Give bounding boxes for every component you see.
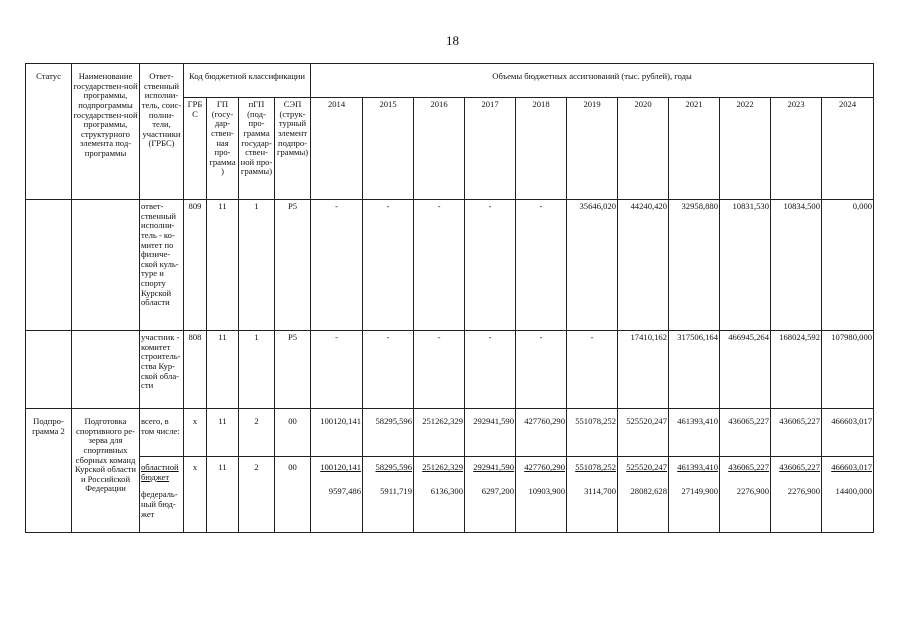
value-cell: 10834,500 bbox=[771, 200, 822, 331]
regional-value: 292941,590 bbox=[473, 462, 515, 472]
total-label: всего, в том числе: bbox=[140, 409, 184, 457]
regional-value: 436065,227 bbox=[779, 462, 821, 472]
gp-cell: 11 bbox=[207, 409, 239, 457]
value-cell: 436065,227 bbox=[771, 409, 822, 457]
value-cell: 551078,252 bbox=[567, 409, 618, 457]
header-year: 2017 bbox=[465, 98, 516, 200]
value-cell bbox=[720, 457, 771, 533]
regional-value: 58295,596 bbox=[375, 462, 413, 472]
pgp-cell: 2 bbox=[239, 457, 275, 533]
value-cell bbox=[669, 457, 720, 533]
value-cell: - bbox=[567, 331, 618, 409]
value-cell: 17410,162 bbox=[618, 331, 669, 409]
federal-value: 27149,900 bbox=[681, 485, 719, 496]
header-year: 2024 bbox=[822, 98, 874, 200]
regional-value: 427760,290 bbox=[524, 462, 566, 472]
grbs-cell: х bbox=[184, 457, 207, 533]
value-cell: 427760,290 bbox=[516, 409, 567, 457]
header-row-1 bbox=[26, 64, 874, 98]
value-cell: 466945,264 bbox=[720, 331, 771, 409]
value-cell bbox=[516, 457, 567, 533]
grbs-cell: 809 bbox=[184, 200, 207, 331]
federal-value: 2276,900 bbox=[787, 485, 821, 496]
value-cell bbox=[822, 457, 874, 533]
regional-value: 251262,329 bbox=[422, 462, 464, 472]
pgp-cell: 1 bbox=[239, 200, 275, 331]
header-pgp: пГП (под-про-грамма государ-ствен-ной про-граммы) bbox=[239, 98, 275, 200]
regional-value: 525520,247 bbox=[626, 462, 668, 472]
regional-value: 100120,141 bbox=[320, 462, 362, 472]
sep-cell: Р5 bbox=[275, 331, 311, 409]
value-cell: 436065,227 bbox=[720, 409, 771, 457]
status-cell bbox=[26, 200, 72, 331]
header-volumes: Объемы бюджетных ассигнований (тыс. рублей), годы bbox=[311, 64, 874, 98]
header-year: 2014 bbox=[311, 98, 363, 200]
gp-cell: 11 bbox=[207, 457, 239, 533]
value-cell bbox=[311, 457, 363, 533]
regional-value: 461393,410 bbox=[677, 462, 719, 472]
federal-value: 5911,719 bbox=[380, 485, 413, 496]
table-row bbox=[26, 409, 874, 457]
value-cell bbox=[567, 457, 618, 533]
grbs-cell: 808 bbox=[184, 331, 207, 409]
header-year: 2021 bbox=[669, 98, 720, 200]
regional-value: 551078,252 bbox=[575, 462, 617, 472]
regional-value: 436065,227 bbox=[728, 462, 770, 472]
table-row bbox=[26, 200, 874, 331]
header-status: Статус bbox=[26, 64, 72, 200]
value-cell: 317506,164 bbox=[669, 331, 720, 409]
header-year: 2015 bbox=[363, 98, 414, 200]
pgp-cell: 1 bbox=[239, 331, 275, 409]
header-name: Наименование государствен-ной программы, подпрограммы государствен-ной программы, структурного элемента под-программы bbox=[72, 64, 140, 200]
name-cell bbox=[72, 200, 140, 331]
regional-budget-label: областной бюджет bbox=[141, 462, 179, 482]
value-cell: - bbox=[414, 331, 465, 409]
federal-value: 6297,200 bbox=[481, 485, 515, 496]
federal-budget-label: федераль-ный бюд-жет bbox=[141, 489, 178, 519]
value-cell: - bbox=[311, 331, 363, 409]
value-cell: 10831,530 bbox=[720, 200, 771, 331]
grbs-cell: х bbox=[184, 409, 207, 457]
header-responsible: Ответ-ственный исполни-тель, соис-полни-тели, участники (ГРБС) bbox=[140, 64, 184, 200]
header-budget-code: Код бюджетной классификации bbox=[184, 64, 311, 98]
federal-value: 14400,000 bbox=[835, 485, 873, 496]
federal-value: 3114,700 bbox=[584, 485, 617, 496]
responsible-cell: участник - комитет строитель-ства Кур-ской обла-сти bbox=[140, 331, 184, 409]
value-cell: 168024,592 bbox=[771, 331, 822, 409]
regional-federal-labels bbox=[140, 457, 184, 533]
sep-cell: Р5 bbox=[275, 200, 311, 331]
value-cell: 251262,329 bbox=[414, 409, 465, 457]
value-cell: 466603,017 bbox=[822, 409, 874, 457]
value-cell bbox=[465, 457, 516, 533]
value-cell: 461393,410 bbox=[669, 409, 720, 457]
header-year: 2016 bbox=[414, 98, 465, 200]
pgp-cell: 2 bbox=[239, 409, 275, 457]
gp-cell: 11 bbox=[207, 331, 239, 409]
page-number: 18 bbox=[446, 33, 459, 48]
federal-value: 2276,900 bbox=[736, 485, 770, 496]
responsible-cell: ответ-ственный исполни-тель - ко-митет по физиче-ской куль-туре и спорту Курской области bbox=[140, 200, 184, 331]
value-cell: 35646,020 bbox=[567, 200, 618, 331]
value-cell: - bbox=[363, 331, 414, 409]
status-cell: Подпро-грамма 2 bbox=[26, 409, 72, 533]
value-cell bbox=[618, 457, 669, 533]
value-cell: 58295,596 bbox=[363, 409, 414, 457]
header-year: 2019 bbox=[567, 98, 618, 200]
value-cell: - bbox=[414, 200, 465, 331]
regional-value: 466603,017 bbox=[831, 462, 873, 472]
value-cell: 292941,590 bbox=[465, 409, 516, 457]
header-year: 2020 bbox=[618, 98, 669, 200]
value-cell: - bbox=[465, 331, 516, 409]
value-cell: 107980,000 bbox=[822, 331, 874, 409]
name-cell: Подготовка спортивного ре-зерва для спортивных сборных команд Курской области и Российской Федерации bbox=[72, 409, 140, 533]
status-cell bbox=[26, 331, 72, 409]
budget-table bbox=[25, 63, 874, 533]
table-row bbox=[26, 331, 874, 409]
header-year: 2018 bbox=[516, 98, 567, 200]
value-cell: 0,000 bbox=[822, 200, 874, 331]
value-cell: - bbox=[516, 331, 567, 409]
sep-cell: 00 bbox=[275, 409, 311, 457]
value-cell: 32958,880 bbox=[669, 200, 720, 331]
header-year: 2022 bbox=[720, 98, 771, 200]
header-sep: СЭП (струк-турный элемент подпро-граммы) bbox=[275, 98, 311, 200]
value-cell: - bbox=[465, 200, 516, 331]
table-row bbox=[26, 457, 874, 533]
value-cell: - bbox=[516, 200, 567, 331]
value-cell bbox=[771, 457, 822, 533]
name-cell bbox=[72, 331, 140, 409]
gp-cell: 11 bbox=[207, 200, 239, 331]
federal-value: 6136,300 bbox=[430, 485, 464, 496]
value-cell: 100120,141 bbox=[311, 409, 363, 457]
sep-cell: 00 bbox=[275, 457, 311, 533]
value-cell: 44240,420 bbox=[618, 200, 669, 331]
value-cell: - bbox=[363, 200, 414, 331]
value-cell: 525520,247 bbox=[618, 409, 669, 457]
header-grbs: ГРБ С bbox=[184, 98, 207, 200]
value-cell bbox=[414, 457, 465, 533]
federal-value: 9597,486 bbox=[328, 485, 362, 496]
value-cell: - bbox=[311, 200, 363, 331]
header-year: 2023 bbox=[771, 98, 822, 200]
federal-value: 10903,900 bbox=[528, 485, 566, 496]
federal-value: 28082,628 bbox=[630, 485, 668, 496]
header-gp: ГП (госу-дар-ствен-ная про-грамма ) bbox=[207, 98, 239, 200]
value-cell bbox=[363, 457, 414, 533]
